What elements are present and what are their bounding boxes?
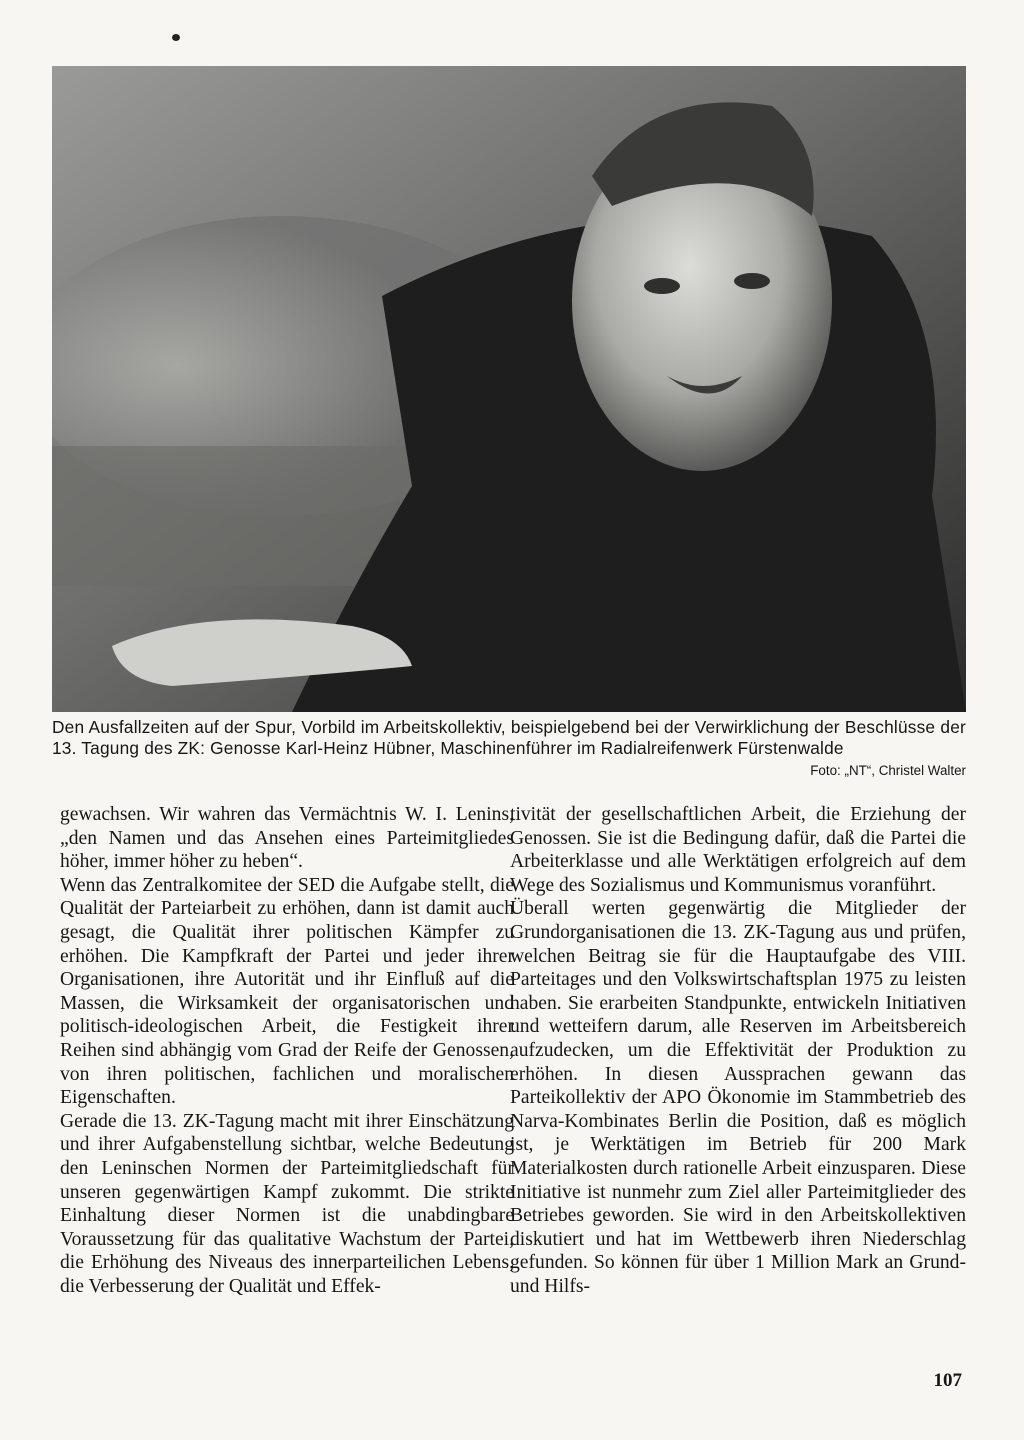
text-column-left <box>60 803 514 1298</box>
portrait-photo <box>52 66 966 712</box>
paragraph: Überall werten gegenwärtig die Mitglieder der Grundorganisationen die 13. ZK-Tagung aus und prüfen, welchen Beitrag sie für die Hauptaufgabe des VIII. Parteitages und den Volkswirtschaftsplan 1975 zu leisten haben. Sie erarbeiten Standpunkte, entwickeln Initiativen und wetteifern darum, alle Reserven im Arbeitsbereich aufzudecken, um die Effektivität der Produktion zu erhöhen. In diesen Aussprachen gewann das Parteikollektiv der APO Ökonomie im Stammbetrieb des Narva-Kombinates Berlin die Position, daß es möglich ist, je Werktätigen im Betrieb für 200 Mark Materialkosten durch rationelle Arbeit einzusparen. Diese Initiative ist nunmehr zum Ziel aller Parteimitglieder des Betriebes geworden. Sie wird in den Arbeitskollektiven diskutiert und hat im Wettbewerb ihren Niederschlag gefunden. So können für über 1 Million Mark an Grund- und Hilfs- <box>510 898 966 1297</box>
text-column-right <box>510 803 966 1298</box>
portrait-photo-icon <box>52 66 966 712</box>
ink-dot <box>172 34 180 41</box>
paragraph: gewachsen. Wir wahren das Vermächtnis W. I. Lenins, „den Namen und das Ansehen eines Parteimitgliedes höher, immer höher zu heben“. <box>60 804 514 873</box>
paragraph: tivität der gesellschaftlichen Arbeit, die Erziehung der Genossen. Sie ist die Bedingung dafür, daß die Partei die Arbeiterklasse und alle Werktätigen erfolgreich auf dem Wege des Sozialismus und Kommunismus voranführt. <box>510 804 966 896</box>
page-number: 107 <box>933 1370 962 1391</box>
photo-credit: Foto: „NT“, Christel Walter <box>810 763 966 778</box>
paragraph: Wenn das Zentralkomitee der SED die Aufgabe stellt, die Qualität der Parteiarbeit zu erhöhen, dann ist damit auch gesagt, die Qualität ihrer politischen Kämpfer zu erhöhen. Die Kampfkraft der Partei und jeder ihrer Organisationen, ihre Autorität und ihr Einfluß auf die Massen, die Wirksamkeit der organisatorischen und politisch-ideologischen Arbeit, die Festigkeit ihrer Reihen sind abhängig vom Grad der Reife der Genossen, von ihren politischen, fachlichen und moralischen Eigenschaften. <box>60 874 514 1109</box>
paragraph: Gerade die 13. ZK-Tagung macht mit ihrer Einschätzung und ihrer Aufgabenstellung sichtbar, welche Bedeutung den Leninschen Normen der Parteimitgliedschaft für unseren gegenwärtigen Kampf zukommt. Die strikte Einhaltung dieser Normen ist die unabdingbare Voraussetzung für das qualitative Wachstum der Partei, die Erhöhung des Niveaus des innerparteilichen Lebens, die Verbesserung der Qualität und Effek- <box>60 1110 514 1297</box>
photo-caption: Den Ausfallzeiten auf der Spur, Vorbild im Arbeitskollektiv, beispielgebend bei der Verwirklichung der Beschlüsse der 13. Tagung des ZK: Genosse Karl-Heinz Hübner, Maschinenführer im Radialreifenwerk Fürstenwalde <box>52 717 966 758</box>
